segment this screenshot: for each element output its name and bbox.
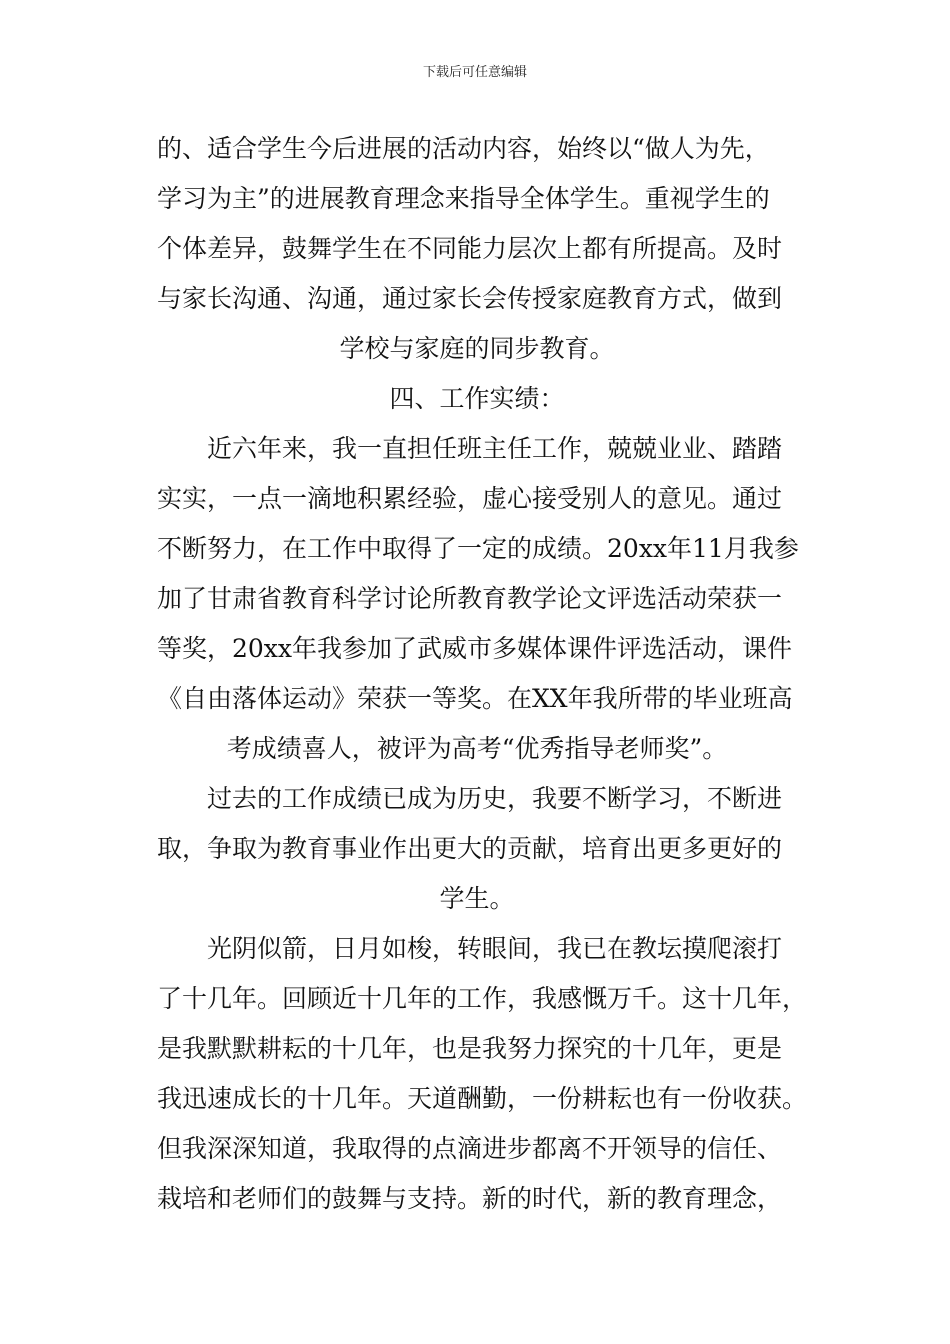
- text-line: 学校与家庭的同步教育。: [339, 334, 615, 363]
- text-line: 学生。: [439, 884, 515, 913]
- text-line: 不断努力，在工作中取得了一定的成绩。20xx年11月我参: [157, 534, 799, 563]
- document-body: [157, 124, 808, 1224]
- text-line: 的、适合学生今后进展的活动内容，始终以“做人为先，: [157, 134, 770, 163]
- text-line: 个体差异，鼓舞学生在不同能力层次上都有所提高。及时: [157, 234, 783, 263]
- text-line: 《自由落体运动》荣获一等奖。在XX年我所带的毕业班高: [157, 684, 793, 713]
- text-line: 加了甘肃省教育科学讨论所教育教学论文评选活动荣获一: [157, 584, 783, 613]
- text-line: 取，争取为教育事业作出更大的贡献，培育出更多更好的: [157, 834, 783, 863]
- text-line: 栽培和老师们的鼓舞与支持。新的时代，新的教育理念，: [157, 1184, 783, 1213]
- section-heading: 四、工作实绩：: [389, 384, 565, 413]
- page-header: 下载后可任意编辑: [422, 65, 527, 80]
- text-line: 是我默默耕耘的十几年，也是我努力探究的十几年，更是: [157, 1034, 783, 1063]
- text-line: 考成绩喜人，被评为高考“优秀指导老师奖”。: [226, 734, 728, 763]
- text-line: 近六年来，我一直担任班主任工作，兢兢业业、踏踏: [207, 434, 783, 463]
- text-line: 与家长沟通、沟通，通过家长会传授家庭教育方式，做到: [157, 284, 783, 313]
- text-line: 了十几年。回顾近十几年的工作，我感慨万千。这十几年，: [157, 984, 808, 1013]
- text-line: 等奖，20xx年我参加了武威市多媒体课件评选活动，课件: [157, 634, 793, 663]
- text-line: 我迅速成长的十几年。天道酬勤，一份耕耘也有一份收获。: [157, 1084, 808, 1113]
- text-line: 学习为主”的进展教育理念来指导全体学生。重视学生的: [157, 184, 770, 213]
- text-line: 但我深深知道，我取得的点滴进步都离不开领导的信任、: [157, 1134, 783, 1163]
- text-line: 实实，一点一滴地积累经验，虚心接受别人的意见。通过: [157, 484, 783, 513]
- text-line: 光阴似箭，日月如梭，转眼间，我已在教坛摸爬滚打: [207, 934, 783, 963]
- text-line: 过去的工作成绩已成为历史，我要不断学习，不断进: [207, 784, 783, 813]
